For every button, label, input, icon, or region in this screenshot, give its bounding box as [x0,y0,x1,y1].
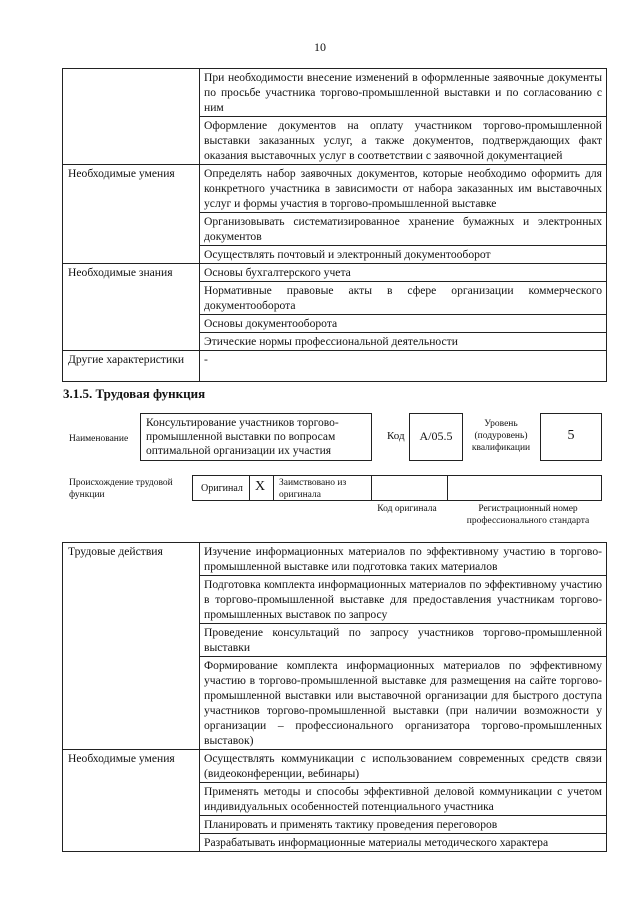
row-label-skills: Необходимые умения [63,165,200,264]
table-cell: Осуществлять почтовый и электронный документооборот [200,246,607,264]
table-cell: Этические нормы профессиональной деятельности [200,333,607,351]
origin-box [192,475,602,501]
row-label-knowledge: Необходимые знания [63,264,200,351]
function-code: A/05.5 [419,429,453,443]
origin-label: Происхождение трудовой функции [69,478,173,500]
table-cell: Планировать и применять тактику проведения переговоров [200,816,607,834]
section-heading: 3.1.5. Трудовая функция [63,386,206,401]
table-cell: Применять методы и способы эффективной деловой коммуникации с учетом индивидуальных особенностей потенциального участника [200,783,607,816]
table-cell: Определять набор заявочных документов, которые необходимо оформить для конкретного участника в зависимости от набора заказанных им выставочных услуг и формы участия в торгово-промышленной выставке [200,165,607,213]
divider [371,476,372,500]
level-box [540,413,602,461]
divider [447,476,448,500]
level-value: 5 [567,428,575,443]
function-name: Консультирование участников торгово-промышленной выставки по вопросам оптимальной организации их участия [146,417,339,457]
row-label-other: Другие характеристики [63,351,200,382]
reg-caption: Регистрационный номер профессионального стандарта [466,504,590,526]
table-cell: Нормативные правовые акты в сфере организации коммерческого документооборота [200,282,607,315]
table-cell: Проведение консультаций по запросу участников торгово-промышленной выставки [200,624,607,657]
level-label: Уровень (подуровень) квалификации [471,419,531,453]
origin-mark: X [255,479,266,494]
origin-borrowed: Заимствовано из оригинала [279,478,347,500]
divider [273,476,274,500]
requirements-table-top [62,68,607,382]
row-label-skills: Необходимые умения [63,750,200,852]
row-label [63,69,200,165]
code-caption: Код оригинала [377,504,437,514]
code-box [409,413,463,461]
table-cell: Основы бухгалтерского учета [200,264,607,282]
table-cell: Разрабатывать информационные материалы методического характера [200,834,607,852]
code-label: Код [387,430,405,442]
table-cell: Осуществлять коммуникации с использованием современных средств связи (видеоконференции, вебинары) [200,750,607,783]
table-cell: Основы документооборота [200,315,607,333]
table-cell: При необходимости внесение изменений в оформленные заявочные документы по просьбе участника торгово-промышленной выставки и по согласованию с ним [200,69,607,117]
table-cell: Оформление документов на оплату участником торгово-промышленной выставки заказанных услуг, а также документов, подтверждающих факт оказания выставочных услуг в соответствии с заявочной документацией [200,117,607,165]
table-cell: Изучение информационных материалов по эффективному участию в торгово-промышленной выставке или подготовка таких материалов [200,543,607,576]
table-cell: Организовывать систематизированное хранение бумажных и электронных документов [200,213,607,246]
divider [249,476,250,500]
table-cell: Подготовка комплекта информационных материалов по эффективному участию в торгово-промышленной выставке для предоставления участникам торгово-промышленных выставок по запросу [200,576,607,624]
name-label: Наименование [69,434,129,444]
table-cell: - [200,351,607,382]
page-number: 10 [314,40,326,54]
origin-original: Оригинал [201,483,243,494]
table-cell: Формирование комплекта информационных материалов по эффективному участию в торгово-промышленной выставке для размещения на сайте торгово-промышленной выставки или выставочной организации для быстрого доступа участников торгово-промышленной выставки (при наличии возможности у организации – профессионального организатора торгово-промышленных выставок) [200,657,607,750]
name-box [140,413,372,461]
row-label-actions: Трудовые действия [63,543,200,750]
requirements-table-bottom [62,542,607,852]
